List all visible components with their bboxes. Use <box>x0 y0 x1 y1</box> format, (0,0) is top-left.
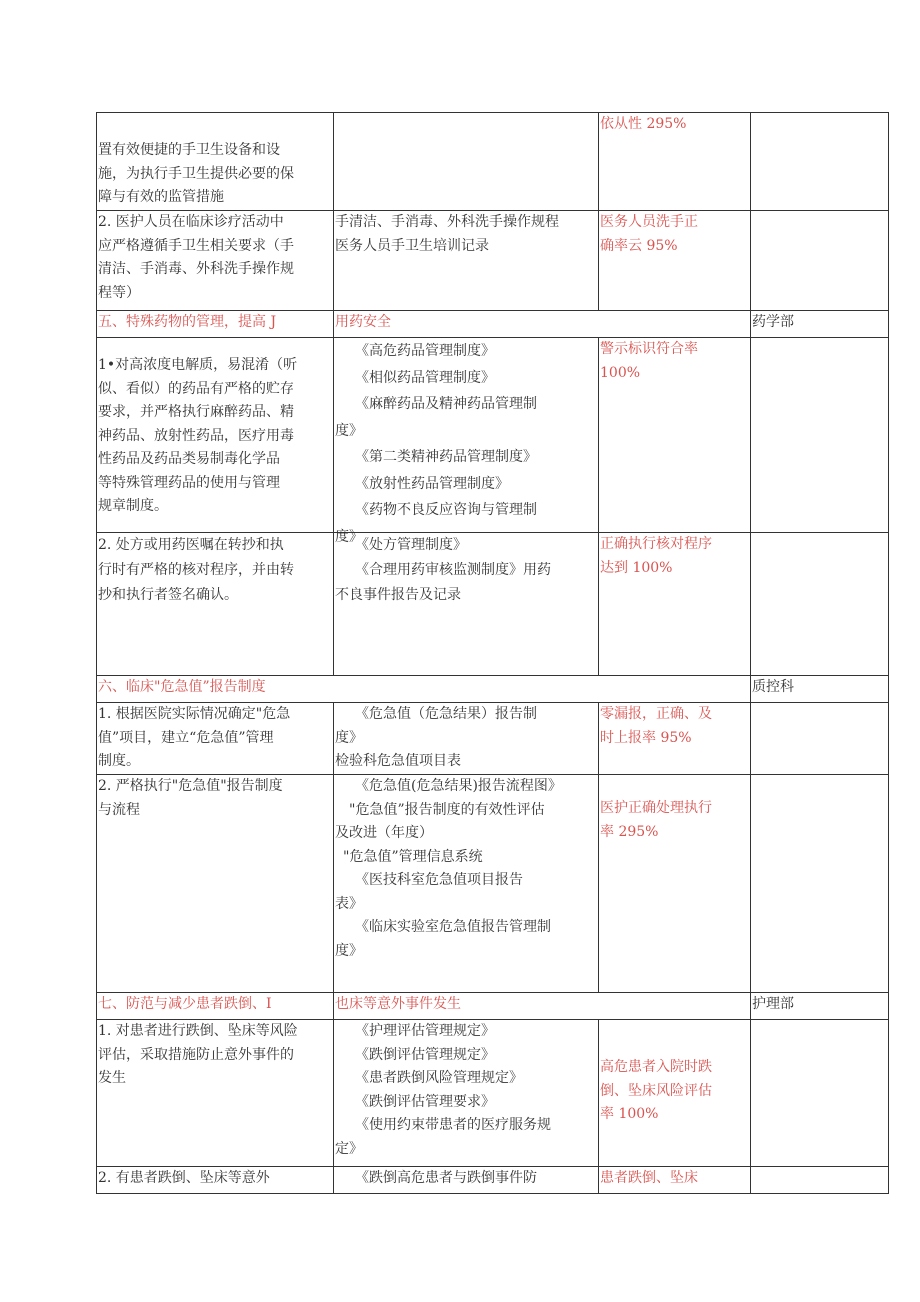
text-line: 不良事件报告及记录 <box>335 587 461 603</box>
requirement-cell <box>96 775 333 992</box>
department-cell <box>750 113 889 210</box>
indicator-cell <box>598 1020 750 1166</box>
section-title-cont: 也床等意外事件发生 <box>335 996 461 1012</box>
section-header-row <box>96 676 889 703</box>
text-line: 依从性 295% <box>600 116 687 132</box>
text-line: 及改进（年度） <box>335 825 433 841</box>
text-line: 评估，采取措施防止意外事件的 <box>98 1046 294 1063</box>
requirement-cell <box>96 1167 333 1193</box>
text-line: 达到 100% <box>600 559 673 576</box>
section-title-cont-cell <box>333 311 750 337</box>
requirement-cell <box>96 703 333 774</box>
requirement-cell <box>96 1020 333 1166</box>
document-table <box>96 112 889 1194</box>
text-line: 《使用约束带患者的医疗服务规 <box>355 1117 551 1133</box>
department-cell <box>750 533 889 675</box>
text-line: 1•对高浓度电解质，易混淆（听 <box>98 357 298 373</box>
text-line: 《第二类精神药品管理制度》 <box>355 449 537 465</box>
text-line: 100% <box>600 364 641 381</box>
table-row <box>96 211 889 311</box>
text-line: 行时有严格的核对程序，并由转 <box>98 562 294 578</box>
section-title-cont-cell <box>333 993 750 1019</box>
text-line: 度》 <box>335 729 363 746</box>
text-line: 2. 严格执行"危急值"报告制度 <box>98 778 283 794</box>
text-line: 零漏报，正确、及 <box>600 706 712 722</box>
text-line: 制度。 <box>98 753 140 769</box>
text-line: 表》 <box>335 895 363 912</box>
text-line: 医务人员手卫生培训记录 <box>335 237 489 254</box>
section-title: 五、特殊药物的管理，提高 J <box>98 314 277 330</box>
text-line: 患者跌倒、坠床 <box>600 1170 698 1186</box>
section-title: 七、防范与减少患者跌倒、I <box>98 996 272 1012</box>
department-cell <box>750 1167 889 1193</box>
document-cell <box>333 775 598 992</box>
text-line: 似、看似）的药品有严格的贮存 <box>98 380 294 397</box>
text-line: 障与有效的监管措施 <box>98 189 224 205</box>
text-line: "危急值”管理信息系统 <box>343 848 483 865</box>
text-line: 2. 医护人员在临床诊疗活动中 <box>98 214 284 230</box>
text-line: 《临床实验室危急值报告管理制 <box>355 919 551 935</box>
section-title-cell <box>96 676 750 702</box>
section-title-cell <box>96 311 333 337</box>
table-row <box>96 112 889 211</box>
department-cell <box>750 775 889 992</box>
table-row <box>96 1020 889 1167</box>
text-line: 率 100% <box>600 1106 659 1122</box>
requirement-cell <box>96 338 333 532</box>
text-line: 神药品、放射性药品，医疗用毒 <box>98 427 294 444</box>
text-line: 《麻醉药品及精神药品管理制 <box>355 396 537 412</box>
text-line: 《高危药品管理制度》 <box>355 343 495 359</box>
text-line: 要求，并严格执行麻醉药品、精 <box>98 404 294 420</box>
section-title-cont: 用药安全 <box>335 314 391 330</box>
text-line: 手清洁、手消毒、外科洗手操作规程 <box>335 214 559 230</box>
section-header-row <box>96 311 889 338</box>
text-line: 《药物不良反应咨询与管理制 <box>355 502 537 518</box>
text-line: 正确执行核对程序 <box>600 536 712 552</box>
text-line: 度》 <box>335 422 363 439</box>
text-line: 医务人员洗手正 <box>600 214 698 230</box>
text-line: 置有效便捷的手卫生设备和设 <box>98 142 280 158</box>
text-line: 时上报率 95% <box>600 729 692 746</box>
indicator-cell <box>598 775 750 992</box>
requirement-cell <box>96 211 333 310</box>
text-line: 《相似药品管理制度》 <box>355 369 495 386</box>
department-cell <box>750 993 889 1019</box>
text-line: 与流程 <box>98 801 140 818</box>
text-line: 等特殊管理药品的使用与管理 <box>98 474 280 491</box>
text-line: 《跌倒评估管理要求》 <box>355 1093 495 1110</box>
department-cell <box>750 211 889 310</box>
requirement-cell <box>96 113 333 210</box>
text-line: 度》 <box>335 528 363 545</box>
text-line: 2. 处方或用药医嘱在转抄和执 <box>98 537 284 553</box>
document-cell <box>333 703 598 774</box>
text-line: 医护正确处理执行 <box>600 800 712 816</box>
text-line: 2. 有患者跌倒、坠床等意外 <box>98 1170 270 1186</box>
text-line: 确率云 95% <box>600 237 678 254</box>
text-line: 《放射性药品管理制度》 <box>355 475 509 492</box>
text-line: 1. 对患者进行跌倒、坠床等风险 <box>98 1023 298 1039</box>
text-line: 度》 <box>335 942 363 959</box>
text-line: 程等） <box>98 284 140 301</box>
text-line: 抄和执行者签名确认。 <box>98 587 238 603</box>
text-line: 警示标识符合率 <box>600 341 698 357</box>
document-cell <box>333 533 598 675</box>
text-line: "危急值”报告制度的有效性评估 <box>349 801 545 818</box>
table-row <box>96 1167 889 1194</box>
text-line: 应严格遵循手卫生相关要求（手 <box>98 237 294 254</box>
table-row <box>96 775 889 993</box>
section-title-cell <box>96 993 333 1019</box>
document-cell <box>333 1020 598 1166</box>
department-cell <box>750 703 889 774</box>
department-cell <box>750 676 889 702</box>
text-line: 《跌倒评估管理规定》 <box>355 1046 495 1063</box>
text-line: 高危患者入院时跌 <box>600 1059 712 1075</box>
text-line: 《跌倒高危患者与跌倒事件防 <box>355 1170 537 1186</box>
department-cell <box>750 1020 889 1166</box>
indicator-cell <box>598 1167 750 1193</box>
text-line: 《患者跌倒风险管理规定》 <box>355 1070 523 1086</box>
text-line: 规章制度。 <box>98 498 168 514</box>
text-line: 清洁、手消毒、外科洗手操作规 <box>98 261 294 277</box>
text-line: 检验科危急值项目表 <box>335 753 461 769</box>
text-line: 值”项目，建立“危急值”管理 <box>98 729 274 746</box>
text-line: 《危急值（危急结果）报告制 <box>355 706 537 722</box>
document-cell <box>333 113 598 210</box>
document-cell <box>333 211 598 310</box>
text-line: 《处方管理制度》 <box>355 537 467 553</box>
table-row <box>96 533 889 676</box>
text-line: 1. 根据医院实际情况确定"危急 <box>98 706 291 722</box>
text-line: 发生 <box>98 1070 126 1086</box>
text-line: 《护理评估管理规定》 <box>355 1023 495 1039</box>
indicator-cell <box>598 533 750 675</box>
department-name: 质控科 <box>752 679 794 695</box>
text-line: 率 295% <box>600 823 659 840</box>
document-cell <box>333 1167 598 1193</box>
text-line: 倒、坠床风险评估 <box>600 1082 712 1099</box>
text-line: 性药品及药品类易制毒化学品 <box>98 451 280 467</box>
indicator-cell <box>598 703 750 774</box>
text-line: 定》 <box>335 1140 363 1157</box>
department-name: 护理部 <box>752 996 794 1012</box>
indicator-cell <box>598 113 750 210</box>
requirement-cell <box>96 533 333 675</box>
text-line: 《合理用药审核监测制度》用药 <box>355 562 551 578</box>
text-line: 《医技科室危急值项目报告 <box>355 872 523 888</box>
table-row <box>96 703 889 775</box>
indicator-cell <box>598 211 750 310</box>
indicator-cell <box>598 338 750 532</box>
section-title: 六、临床"危急值”报告制度 <box>98 679 266 695</box>
department-cell <box>750 311 889 337</box>
text-line: 《危急值(危急结果)报告流程图》 <box>355 778 562 794</box>
department-cell <box>750 338 889 532</box>
text-line: 施，为执行手卫生提供必要的保 <box>98 165 294 182</box>
section-header-row <box>96 993 889 1020</box>
department-name: 药学部 <box>752 314 794 330</box>
